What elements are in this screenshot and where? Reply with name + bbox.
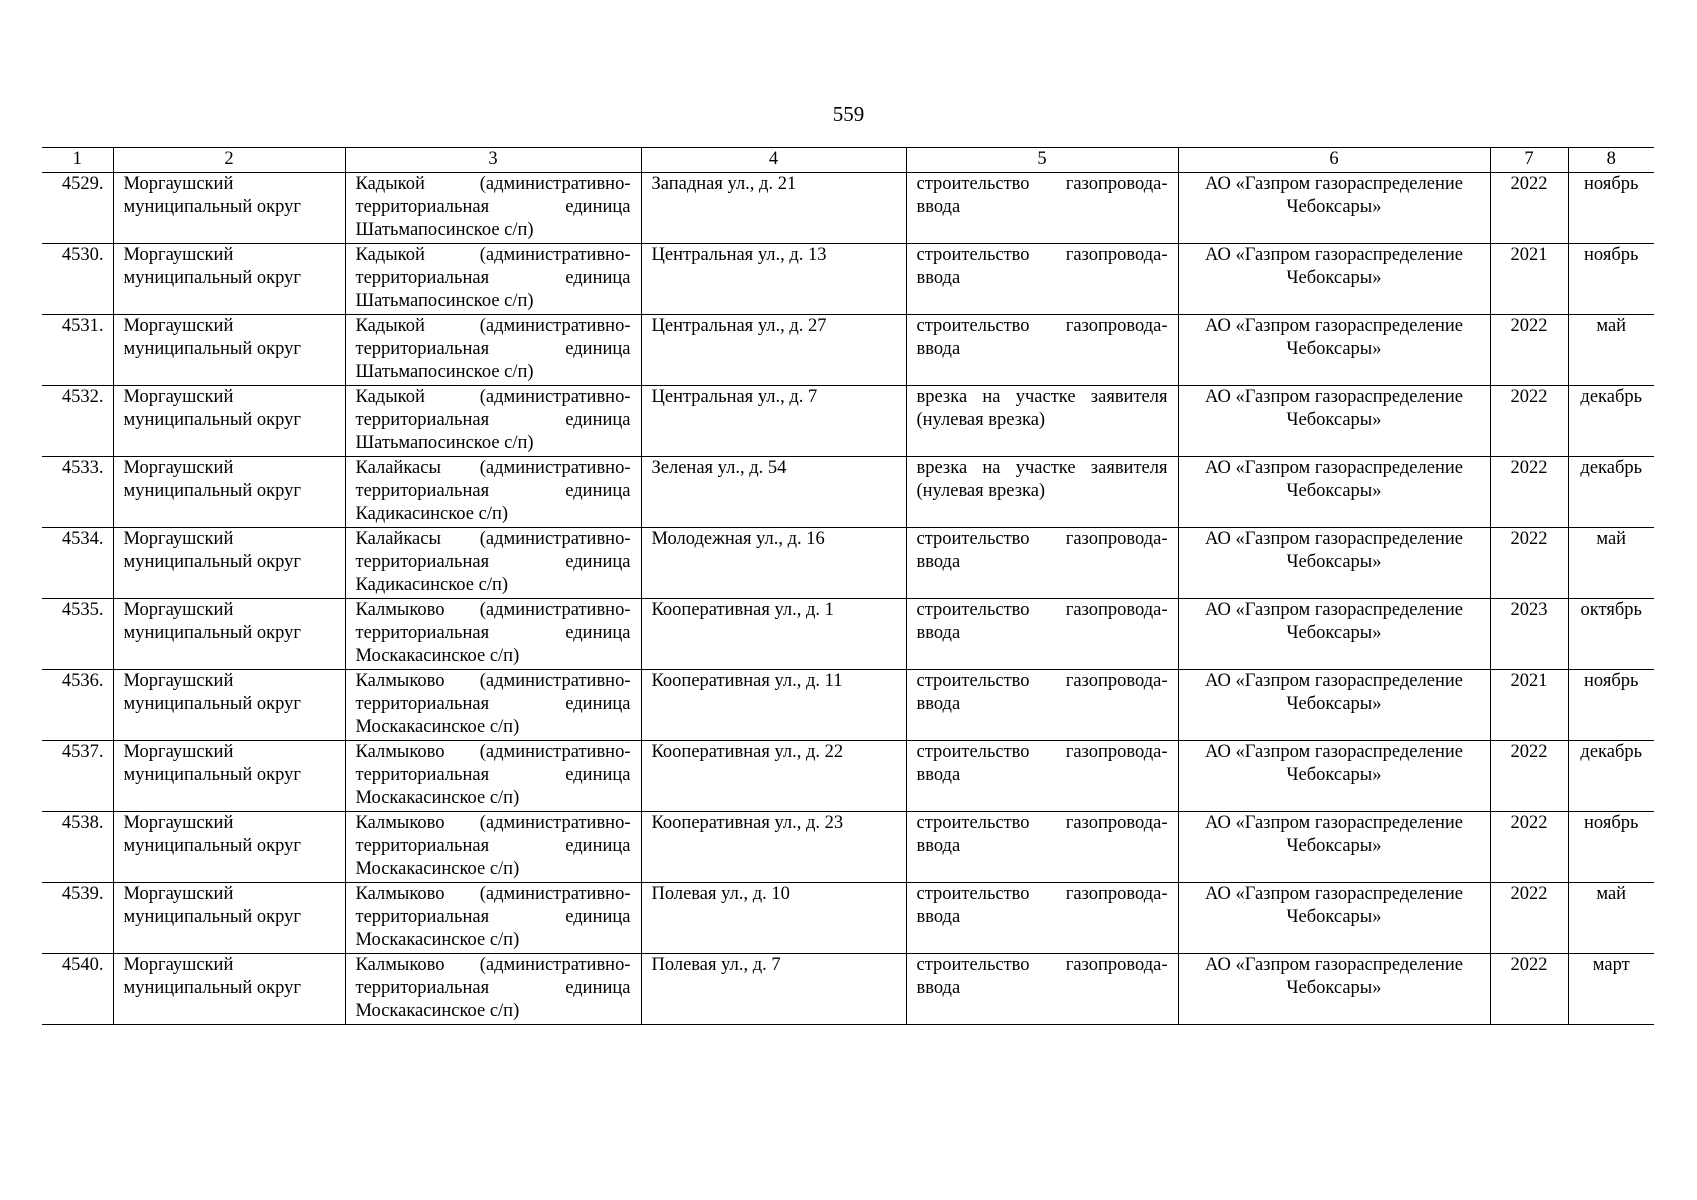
locality-cell: Калмыково (административно-территориальная единица Москакасинское с/п) (345, 741, 641, 812)
address-cell: Полевая ул., д. 7 (641, 954, 906, 1025)
work-type-cell: строительство газопровода-ввода (906, 741, 1178, 812)
locality-cell: Кадыкой (административно-территориальная единица Шатьмапосинское с/п) (345, 173, 641, 244)
organization-cell: АО «Газпром газораспределение Чебоксары» (1178, 741, 1490, 812)
district-cell: Моргаушский муниципальный округ (113, 954, 345, 1025)
organization-cell: АО «Газпром газораспределение Чебоксары» (1178, 244, 1490, 315)
month-cell: декабрь (1568, 741, 1654, 812)
table-row (42, 599, 1654, 670)
organization-cell: АО «Газпром газораспределение Чебоксары» (1178, 599, 1490, 670)
district-cell: Моргаушский муниципальный округ (113, 741, 345, 812)
locality-cell: Калмыково (административно-территориальная единица Москакасинское с/п) (345, 883, 641, 954)
work-type-cell: строительство газопровода-ввода (906, 528, 1178, 599)
district-cell: Моргаушский муниципальный округ (113, 244, 345, 315)
column-number: 8 (1568, 148, 1654, 173)
row-number-cell: 4531. (42, 315, 113, 386)
work-type-cell: врезка на участке заявителя (нулевая врезка) (906, 386, 1178, 457)
row-number-cell: 4539. (42, 883, 113, 954)
table-row (42, 244, 1654, 315)
table-row (42, 812, 1654, 883)
organization-cell: АО «Газпром газораспределение Чебоксары» (1178, 954, 1490, 1025)
year-cell: 2022 (1490, 883, 1568, 954)
table-row (42, 386, 1654, 457)
district-cell: Моргаушский муниципальный округ (113, 883, 345, 954)
table-row (42, 883, 1654, 954)
locality-cell: Калайкасы (административно-территориальная единица Кадикасинское с/п) (345, 528, 641, 599)
work-type-cell: строительство газопровода-ввода (906, 599, 1178, 670)
district-cell: Моргаушский муниципальный округ (113, 670, 345, 741)
locality-cell: Калайкасы (административно-территориальная единица Кадикасинское с/п) (345, 457, 641, 528)
table-row (42, 741, 1654, 812)
month-cell: май (1568, 883, 1654, 954)
table-row (42, 315, 1654, 386)
registry-table (42, 147, 1654, 1025)
column-number: 4 (641, 148, 906, 173)
work-type-cell: строительство газопровода-ввода (906, 812, 1178, 883)
column-number: 2 (113, 148, 345, 173)
year-cell: 2022 (1490, 741, 1568, 812)
locality-cell: Кадыкой (административно-территориальная единица Шатьмапосинское с/п) (345, 386, 641, 457)
row-number-cell: 4534. (42, 528, 113, 599)
district-cell: Моргаушский муниципальный округ (113, 386, 345, 457)
month-cell: декабрь (1568, 457, 1654, 528)
table-row (42, 528, 1654, 599)
table-row (42, 173, 1654, 244)
month-cell: май (1568, 315, 1654, 386)
month-cell: ноябрь (1568, 173, 1654, 244)
organization-cell: АО «Газпром газораспределение Чебоксары» (1178, 670, 1490, 741)
row-number-cell: 4529. (42, 173, 113, 244)
address-cell: Центральная ул., д. 7 (641, 386, 906, 457)
address-cell: Центральная ул., д. 27 (641, 315, 906, 386)
table-row (42, 457, 1654, 528)
locality-cell: Калмыково (административно-территориальная единица Москакасинское с/п) (345, 670, 641, 741)
row-number-cell: 4530. (42, 244, 113, 315)
organization-cell: АО «Газпром газораспределение Чебоксары» (1178, 173, 1490, 244)
row-number-cell: 4537. (42, 741, 113, 812)
locality-cell: Калмыково (административно-территориальная единица Москакасинское с/п) (345, 599, 641, 670)
column-number: 5 (906, 148, 1178, 173)
organization-cell: АО «Газпром газораспределение Чебоксары» (1178, 812, 1490, 883)
row-number-cell: 4532. (42, 386, 113, 457)
column-number: 7 (1490, 148, 1568, 173)
year-cell: 2022 (1490, 812, 1568, 883)
district-cell: Моргаушский муниципальный округ (113, 812, 345, 883)
row-number-cell: 4538. (42, 812, 113, 883)
address-cell: Кооперативная ул., д. 23 (641, 812, 906, 883)
column-number: 3 (345, 148, 641, 173)
organization-cell: АО «Газпром газораспределение Чебоксары» (1178, 528, 1490, 599)
month-cell: декабрь (1568, 386, 1654, 457)
organization-cell: АО «Газпром газораспределение Чебоксары» (1178, 457, 1490, 528)
work-type-cell: строительство газопровода-ввода (906, 315, 1178, 386)
month-cell: май (1568, 528, 1654, 599)
table-row (42, 954, 1654, 1025)
address-cell: Западная ул., д. 21 (641, 173, 906, 244)
row-number-cell: 4536. (42, 670, 113, 741)
month-cell: ноябрь (1568, 244, 1654, 315)
table-row (42, 670, 1654, 741)
row-number-cell: 4540. (42, 954, 113, 1025)
year-cell: 2023 (1490, 599, 1568, 670)
district-cell: Моргаушский муниципальный округ (113, 457, 345, 528)
locality-cell: Калмыково (административно-территориальная единица Москакасинское с/п) (345, 954, 641, 1025)
column-number: 1 (42, 148, 113, 173)
organization-cell: АО «Газпром газораспределение Чебоксары» (1178, 883, 1490, 954)
locality-cell: Кадыкой (административно-территориальная единица Шатьмапосинское с/п) (345, 244, 641, 315)
month-cell: март (1568, 954, 1654, 1025)
year-cell: 2022 (1490, 528, 1568, 599)
year-cell: 2021 (1490, 244, 1568, 315)
district-cell: Моргаушский муниципальный округ (113, 173, 345, 244)
page-number: 559 (832, 102, 865, 126)
address-cell: Центральная ул., д. 13 (641, 244, 906, 315)
address-cell: Молодежная ул., д. 16 (641, 528, 906, 599)
address-cell: Полевая ул., д. 10 (641, 883, 906, 954)
work-type-cell: строительство газопровода-ввода (906, 670, 1178, 741)
address-cell: Зеленая ул., д. 54 (641, 457, 906, 528)
year-cell: 2021 (1490, 670, 1568, 741)
work-type-cell: строительство газопровода-ввода (906, 244, 1178, 315)
month-cell: ноябрь (1568, 812, 1654, 883)
address-cell: Кооперативная ул., д. 11 (641, 670, 906, 741)
month-cell: октябрь (1568, 599, 1654, 670)
year-cell: 2022 (1490, 315, 1568, 386)
work-type-cell: строительство газопровода-ввода (906, 954, 1178, 1025)
year-cell: 2022 (1490, 457, 1568, 528)
work-type-cell: врезка на участке заявителя (нулевая врезка) (906, 457, 1178, 528)
district-cell: Моргаушский муниципальный округ (113, 599, 345, 670)
column-number-row (42, 148, 1654, 173)
work-type-cell: строительство газопровода-ввода (906, 173, 1178, 244)
year-cell: 2022 (1490, 386, 1568, 457)
column-number: 6 (1178, 148, 1490, 173)
organization-cell: АО «Газпром газораспределение Чебоксары» (1178, 386, 1490, 457)
address-cell: Кооперативная ул., д. 22 (641, 741, 906, 812)
locality-cell: Калмыково (административно-территориальная единица Москакасинское с/п) (345, 812, 641, 883)
year-cell: 2022 (1490, 954, 1568, 1025)
work-type-cell: строительство газопровода-ввода (906, 883, 1178, 954)
organization-cell: АО «Газпром газораспределение Чебоксары» (1178, 315, 1490, 386)
district-cell: Моргаушский муниципальный округ (113, 528, 345, 599)
row-number-cell: 4535. (42, 599, 113, 670)
district-cell: Моргаушский муниципальный округ (113, 315, 345, 386)
address-cell: Кооперативная ул., д. 1 (641, 599, 906, 670)
locality-cell: Кадыкой (административно-территориальная единица Шатьмапосинское с/п) (345, 315, 641, 386)
year-cell: 2022 (1490, 173, 1568, 244)
month-cell: ноябрь (1568, 670, 1654, 741)
row-number-cell: 4533. (42, 457, 113, 528)
